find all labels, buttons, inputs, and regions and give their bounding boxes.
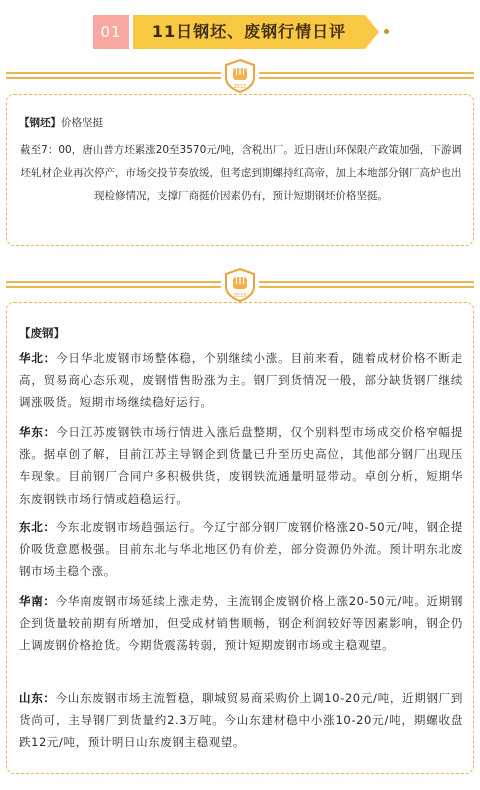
region-text: 今华南废钢市场延续上涨走势，主流钢企废钢价格上涨20-50元/吨。近期钢企到货量较前期有所增加，但受成材销售顺畅，钢企利润较好等因素影响，钢企仍上调废钢价格抢货。今期货震荡转弱，预计短期废钢市场或主稳观望。: [19, 594, 463, 653]
title-arrow-icon: [365, 15, 379, 49]
billet-tag: 【钢坯】: [19, 117, 61, 129]
region-paragraph: [19, 687, 463, 754]
region-name: 东北：: [19, 520, 56, 534]
region-paragraph: [19, 590, 463, 657]
region-name: 华东：: [19, 425, 57, 439]
svg-text:3515: 3515: [233, 293, 247, 299]
region-name: 华南：: [19, 594, 56, 608]
region-text: 今山东废钢市场主流暂稳，聊城贸易商采购价上调10-20元/吨，近期钢厂到货尚可，主导钢厂到货量约2.3万吨。今山东建材稳中小涨10-20元/吨，期螺收盘跌12元/吨，预计明日山东废钢主稳观望。: [19, 691, 463, 750]
scrap-heading: 【废钢】: [19, 326, 65, 340]
divider-emblem: [6, 61, 474, 89]
region-text: 今东北废钢市场趋强运行。今辽宁部分钢厂废钢价格涨20-50元/吨，钢企提价吸货意愿极强。目前东北与华北地区仍有价差，部分资源仍外流。预计明东北废钢市场主稳个涨。: [19, 520, 463, 579]
billet-title-suffix: 价格坚挺: [61, 117, 103, 129]
section-header: [93, 15, 388, 49]
title-dot-icon: [384, 29, 389, 34]
fist-emblem-icon: [221, 58, 259, 94]
region-paragraph: [19, 516, 463, 583]
billet-card: [6, 94, 474, 246]
section-title: 11日钢坯、废钢行情日评: [133, 15, 365, 49]
region-paragraph: [19, 347, 463, 414]
billet-body: 截至7：00，唐山普方坯累涨20至3570元/吨，含税出厂。近日唐山环保限产政策加强，下游调坯轧材企业再次停产，市场交投节奏放缓，但考虑到期螺持红高帝，加上本地部分钢厂高炉也出现检修情况，支撑厂商挺价因素仍有，预计短期钢坯价格坚挺。: [20, 144, 462, 202]
billet-heading: [19, 115, 463, 131]
region-text: 今日江苏废钢铁市场行情进入涨后盘整期，仅个别料型市场成交价格窄幅提涨。据卓创了解，目前江苏主导钢企到货量已升至历史高位，其他部分钢厂出现压车现象。目前钢厂合同户多积极供货，废钢铁流通量明显带动。卓创分析，短期华东废钢铁市场行情或趋稳运行。: [19, 425, 463, 506]
region-paragraph: [19, 421, 463, 510]
divider-emblem: [6, 270, 474, 298]
region-name: 山东：: [19, 691, 56, 705]
svg-text:3515: 3515: [233, 84, 247, 90]
region-text: 今日华北废钢市场整体稳，个别继续小涨。目前来看，随着成材价格不断走高，贸易商心态乐观，废钢惜售盼涨为主。钢厂到货情况一般，部分缺货钢厂继续调涨吸货。短期市场继续稳好运行。: [19, 351, 463, 410]
section-number: 01: [93, 15, 129, 49]
fist-emblem-icon: [221, 267, 259, 303]
region-name: 华北：: [19, 351, 57, 365]
scrap-card: [6, 302, 474, 774]
